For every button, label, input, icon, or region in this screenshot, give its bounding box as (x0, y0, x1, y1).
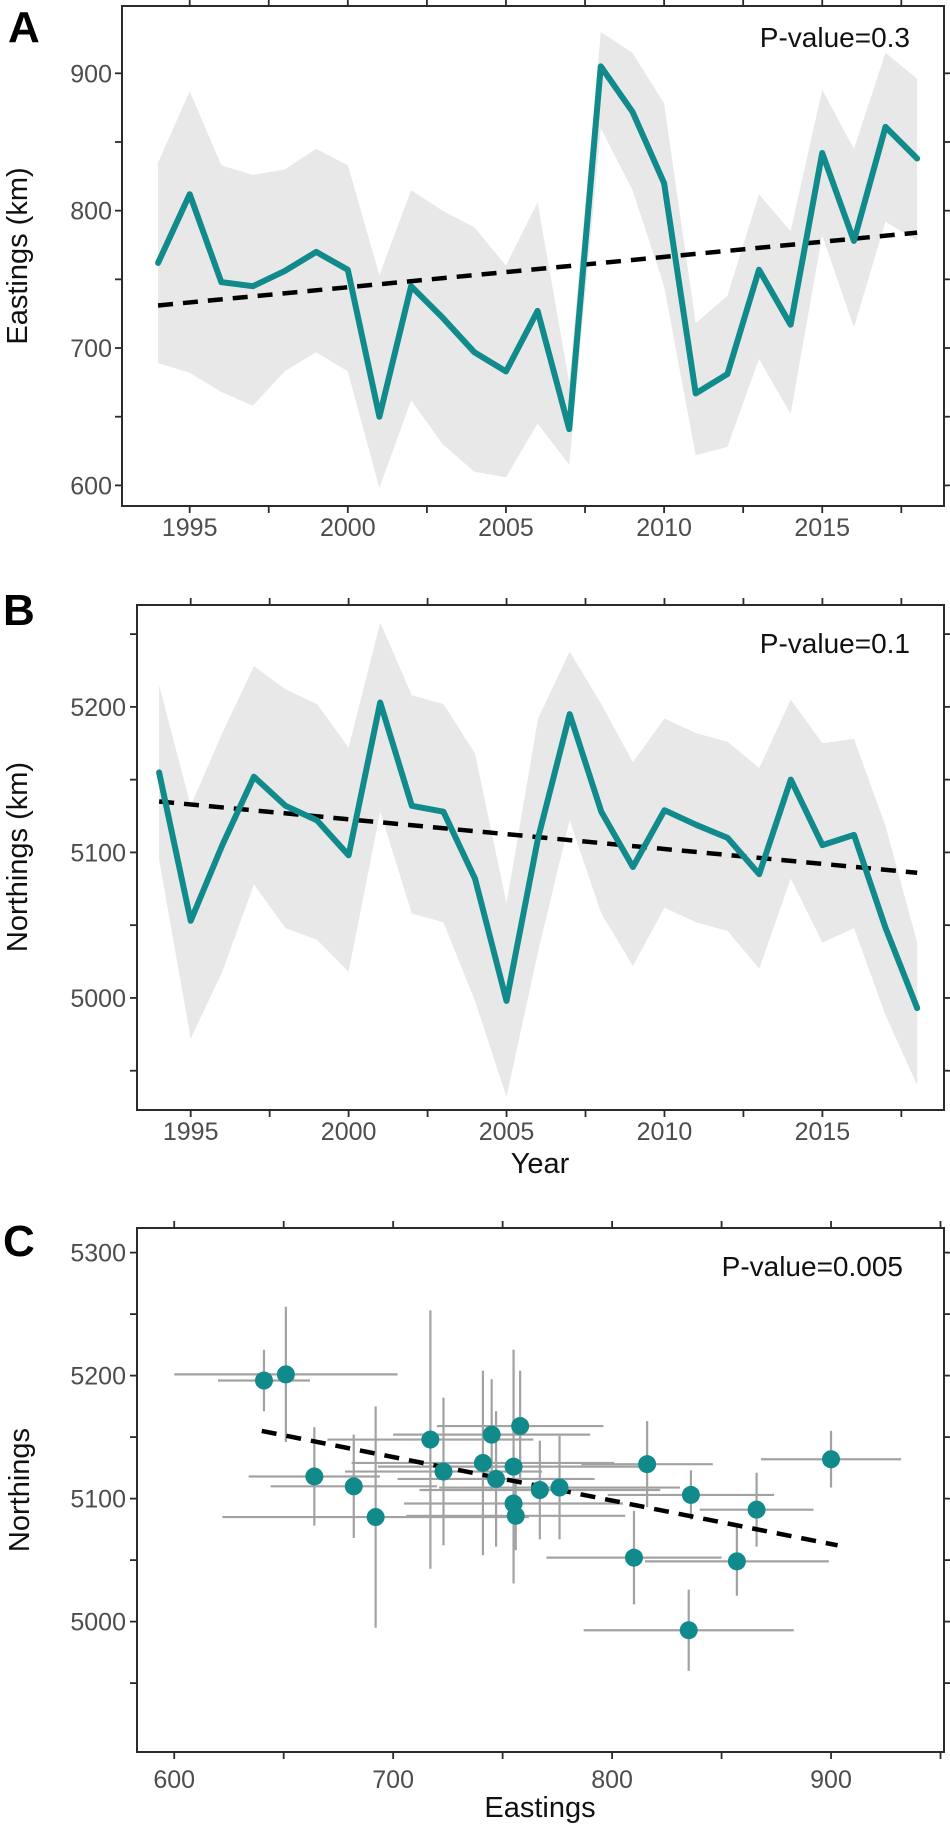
data-point (367, 1508, 385, 1526)
panel-b-pvalue-annotation: P-value=0.1 (759, 628, 910, 659)
x-tick-label: 1995 (161, 514, 218, 542)
data-point (680, 1621, 698, 1639)
x-tick-label: 600 (153, 1766, 196, 1794)
data-point (638, 1455, 656, 1473)
x-tick-label: 2010 (636, 514, 692, 542)
data-point (511, 1417, 529, 1435)
data-point (345, 1477, 363, 1495)
data-point (421, 1431, 439, 1449)
panel-c-pvalue-annotation: P-value=0.005 (721, 1251, 903, 1282)
x-tick-label: 800 (591, 1766, 633, 1794)
x-tick-label: 2015 (794, 514, 851, 542)
panel-c (3, 1217, 950, 1824)
panel-c-y-axis-title: Northings (4, 1427, 36, 1553)
x-tick-label: 2005 (478, 1118, 535, 1146)
data-point (531, 1481, 549, 1499)
panel-a-pvalue-annotation: P-value=0.3 (759, 22, 910, 53)
x-tick-label: 2015 (794, 1118, 851, 1146)
x-tick-label: 2010 (636, 1118, 693, 1146)
data-point (483, 1426, 501, 1444)
y-tick-label: 700 (70, 335, 112, 364)
data-point (551, 1479, 569, 1497)
data-point (505, 1458, 523, 1476)
data-point (728, 1552, 746, 1570)
x-tick-label: 2000 (320, 1118, 377, 1146)
panel-b-y-axis-title: Northings (km) (2, 761, 34, 953)
data-point (277, 1365, 295, 1383)
x-tick-label: 2000 (320, 514, 376, 542)
data-point (255, 1372, 273, 1390)
panel-b-label: B (3, 586, 35, 635)
y-tick-label: 5100 (70, 839, 126, 868)
panel-a-label: A (8, 3, 40, 52)
data-point (305, 1467, 323, 1485)
panel-c-x-axis-title: Eastings (484, 1792, 596, 1824)
y-tick-label: 5200 (70, 1362, 126, 1391)
y-tick-label: 5100 (70, 1485, 126, 1514)
x-tick-label: 900 (810, 1766, 852, 1794)
panel-b (2, 586, 950, 1180)
data-point (435, 1463, 453, 1481)
data-point (748, 1501, 766, 1519)
y-tick-label: 800 (70, 197, 112, 226)
data-point (487, 1470, 505, 1488)
data-point (474, 1454, 492, 1472)
panel-c-points (255, 1365, 840, 1639)
y-tick-label: 5000 (70, 984, 126, 1013)
x-tick-label: 2005 (478, 514, 534, 542)
y-tick-label: 5200 (70, 693, 126, 722)
x-tick-label: 1995 (162, 1118, 219, 1146)
panel-b-confidence-ribbon (159, 623, 917, 1097)
y-tick-label: 5300 (70, 1239, 126, 1268)
panel-a (2, 0, 950, 542)
panel-b-x-axis-title: Year (510, 1148, 570, 1180)
y-tick-label: 900 (70, 60, 112, 89)
panel-c-label: C (3, 1217, 35, 1266)
data-point (507, 1507, 525, 1525)
x-tick-label: 700 (372, 1766, 415, 1794)
data-point (682, 1486, 700, 1504)
y-tick-label: 600 (70, 472, 112, 501)
data-point (822, 1450, 840, 1468)
y-tick-label: 5000 (70, 1608, 126, 1637)
panel-a-y-axis-title: Eastings (km) (2, 167, 34, 345)
data-point (625, 1549, 643, 1567)
